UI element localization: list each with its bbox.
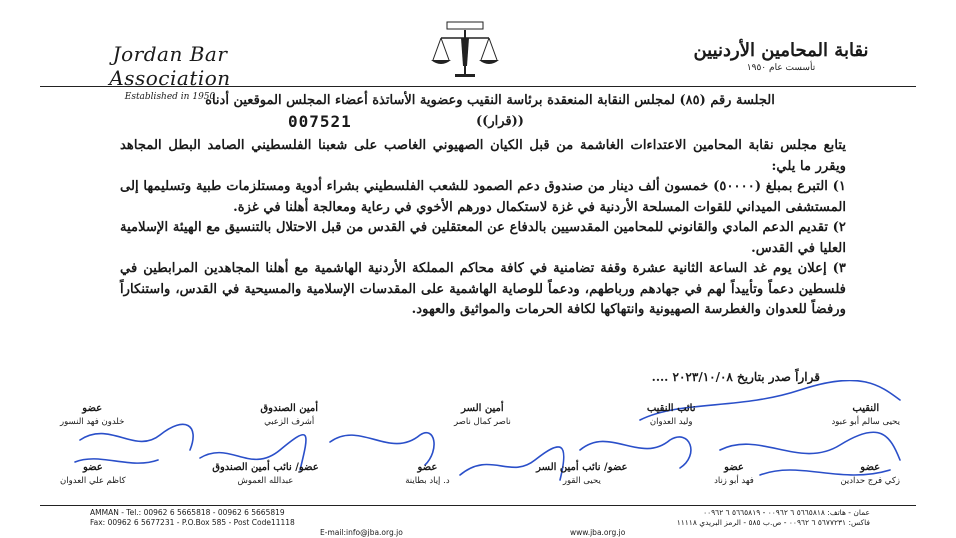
body-intro: يتابع مجلس نقابة المحامين الاعتداءات الغاشمة من قبل الكيان الصهيوني الغاصب على شعبنا الفلسطيني الصامد البطل المجاهد ويقرر ما يلي: <box>120 138 846 174</box>
signatory: النقيب يحيى سالم أبو عبود <box>831 403 900 427</box>
signatory: عضو/ نائب أمين السر يحيى القور <box>536 462 628 486</box>
arabic-title: نقابة المحامين الأردنيين <box>693 40 869 61</box>
scales-emblem <box>410 18 520 80</box>
decision-date: قراراً صدر بتاريخ ٢٠٢٣/١٠/٠٨ .... <box>651 370 820 384</box>
scales-of-justice-icon <box>425 18 505 80</box>
signatory: عضو كاظم علي العدوان <box>60 462 126 486</box>
decision-number: 007521 <box>288 112 352 131</box>
signatory: عضو د. إياد بطاينة <box>405 462 450 486</box>
footer-email[interactable]: E-mail:info@jba.org.jo <box>320 528 403 537</box>
footer-en-fax: Fax: 00962 6 5677231 - P.O.Box 585 - Post Code11118 <box>90 518 295 527</box>
header-divider <box>40 86 916 87</box>
signatories-top-row <box>60 403 900 427</box>
signatories-bottom-row <box>60 462 900 486</box>
signatory: أمين الصندوق أشرف الزعبي <box>260 403 318 427</box>
footer-ar-fax: فاكس: ٥٦٧٧٢٣١ ٦ ٠٠٩٦٢ - ص.ب ٥٨٥ - الرمز البريدي ١١١١٨ <box>676 518 870 527</box>
arabic-subtitle: تأسست عام ١٩٥٠ <box>746 63 816 73</box>
body-item-1: ١) التبرع بمبلغ (٥٠٠٠٠) خمسون ألف دينار من صندوق دعم الصمود للشعب الفلسطيني بشراء أدوية ومستلزمات طبية وتسليمها إلى المستشفى الميداني للقوات المسلحة الأردنية في غزة لاستكمال دورهم الأخوي في رعاية ومعالجة أهلنا في غزة. <box>120 179 846 215</box>
signatory: نائب النقيب وليد العدوان <box>646 403 696 427</box>
body-item-3: ٣) إعلان يوم غد الساعة الثانية عشرة وقفة تضامنية في كافة محاكم المملكة الأردنية الهاشمية مع أهلنا المجاهدين المرابطين في فلسطين دعماً وتأييداً لهم في جهادهم ورباطهم، ودعماً للوصاية الهاشمية على المقدسات الإسلامية والمسيحية في القدس، واستنكاراً ورفضاً للعدوان والغطرسة الصهيونية وانتهاكها لكافة الحرمات والمواثيق والعهود. <box>120 261 846 317</box>
footer-en-address: AMMAN - Tel.: 00962 6 5665818 - 00962 6 5665819 <box>90 508 285 517</box>
decision-body <box>120 136 846 321</box>
session-line: الجلسة رقم (٨٥) لمجلس النقابة المنعقدة برئاسة النقيب وعضوية الأساتذة أعضاء المجلس الموقعين أدناه <box>205 93 775 108</box>
signatory: عضو خلدون فهد النسور <box>60 403 125 427</box>
signatory: عضو زكي فرج حدادين <box>840 462 900 486</box>
decision-label: ((قرار)) <box>476 114 524 129</box>
signatory: عضو فهد أبو زناد <box>714 462 754 486</box>
english-subtitle: Established in 1950 <box>124 92 216 102</box>
footer-divider <box>40 505 916 506</box>
signatory: أمين السر ناصر كمال ناصر <box>453 403 511 427</box>
letter-sheet <box>40 0 916 538</box>
english-title: Jordan Bar Association <box>109 42 231 90</box>
body-item-2: ٢) تقديم الدعم المادي والقانوني للمحامين المقدسيين بالدفاع عن المعتقلين في القدس من قبل الاحتلال بالتنسيق مع الهيئة الإسلامية العليا في القدس. <box>120 220 846 256</box>
arabic-letterhead <box>656 40 906 73</box>
signatory: عضو/ نائب أمين الصندوق عبدالله العموش <box>212 462 319 486</box>
footer-ar-address: عمان - هاتف: ٥٦٦٥٨١٨ ٦ ٠٠٩٦٢ - ٥٦٦٥٨١٩ ٦ ٠٠٩٦٢ <box>703 508 870 517</box>
footer-website[interactable]: www.jba.org.jo <box>570 528 626 537</box>
